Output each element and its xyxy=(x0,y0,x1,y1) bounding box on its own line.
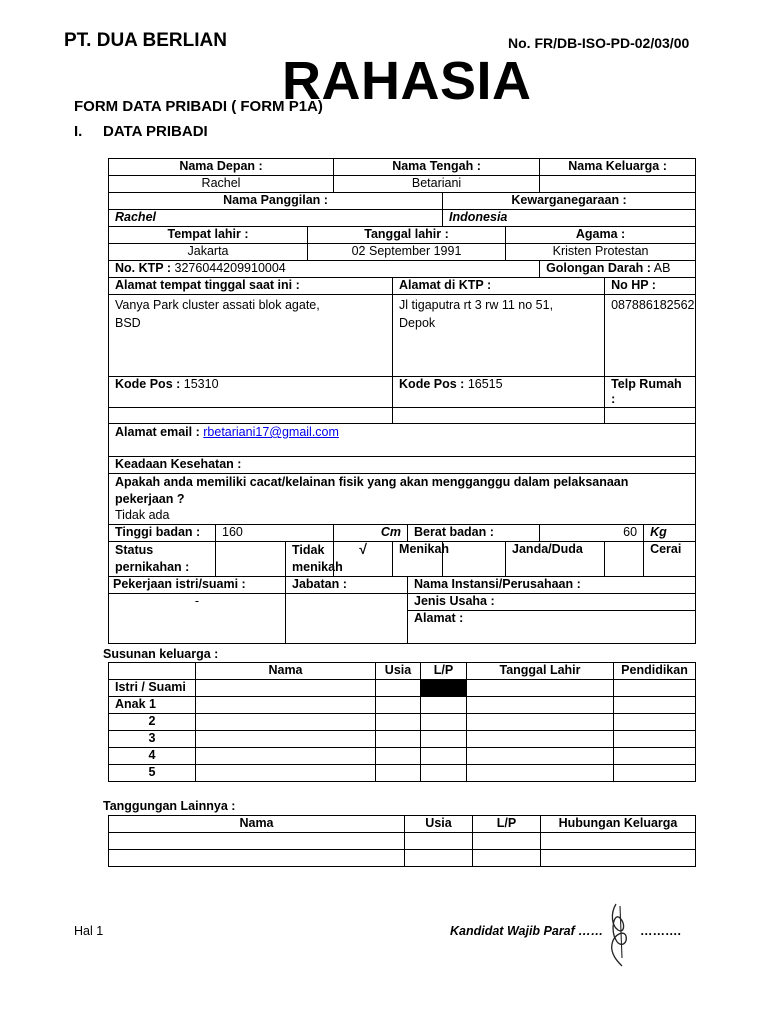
business-type-label: Jenis Usaha : xyxy=(408,593,696,610)
mobile-label: No HP : xyxy=(605,278,696,295)
divorced-option-label: Cerai xyxy=(644,541,696,576)
email-label: Alamat email : xyxy=(115,425,200,439)
height-unit: Cm xyxy=(334,524,408,541)
dependents-header-relation: Hubungan Keluarga xyxy=(541,816,696,833)
single-option-label xyxy=(286,541,343,576)
mobile-value[interactable]: 087886182562 xyxy=(605,295,696,377)
family-cell-birthdate[interactable] xyxy=(467,697,614,714)
dependents-cell-name[interactable] xyxy=(109,833,405,850)
family-header-sex: L/P xyxy=(421,663,467,680)
family-cell-age[interactable] xyxy=(376,714,421,731)
ktp-value: 3276044209910004 xyxy=(174,261,286,275)
family-cell-sex-shaded xyxy=(421,680,467,697)
widowed-checkbox[interactable] xyxy=(443,541,506,576)
marital-status-line1: Status xyxy=(115,542,154,557)
single-checkbox[interactable] xyxy=(216,541,286,576)
postal-code-1-label: Kode Pos : xyxy=(115,377,181,391)
family-cell-birthdate[interactable] xyxy=(467,680,614,697)
married-checkbox[interactable]: √ xyxy=(334,541,393,576)
dependents-cell-name[interactable] xyxy=(109,850,405,867)
height-label: Tinggi badan : xyxy=(109,524,216,541)
family-row-child-5 xyxy=(109,765,696,782)
candidate-initial-label: Kandidat Wajib Paraf …… xyxy=(450,924,604,938)
dependents-cell-sex[interactable] xyxy=(473,850,541,867)
company-name-label: Nama Instansi/Perusahaan : xyxy=(408,576,696,593)
initial-dots: ………. xyxy=(640,924,681,938)
blood-type-value: AB xyxy=(653,261,671,275)
dependents-header-age: Usia xyxy=(405,816,473,833)
family-cell-age[interactable] xyxy=(376,765,421,782)
email-link[interactable]: rbetariani17@gmail.com xyxy=(203,425,339,439)
signature-icon xyxy=(602,900,638,973)
ktp-address-line2: Depok xyxy=(399,316,436,330)
current-address-line1: Vanya Park cluster assati blok agate, xyxy=(115,298,320,312)
postal-code-2-cell[interactable] xyxy=(393,377,605,408)
page-number: Hal 1 xyxy=(74,924,104,938)
section-title: DATA PRIBADI xyxy=(103,123,208,140)
family-row-label: 5 xyxy=(109,765,196,782)
marital-status-line2: pernikahan : xyxy=(115,559,190,574)
religion-label: Agama : xyxy=(506,227,696,244)
family-header-birthdate: Tanggal Lahir xyxy=(467,663,614,680)
family-row-label: Istri / Suami xyxy=(109,680,196,697)
postal-code-1-blank[interactable] xyxy=(109,408,393,424)
disability-question-cell[interactable] xyxy=(109,474,696,525)
company-address-label: Alamat : xyxy=(408,610,696,643)
confidential-stamp: RAHASIA xyxy=(282,51,532,111)
family-cell-sex[interactable] xyxy=(421,697,467,714)
birthplace-value[interactable]: Jakarta xyxy=(109,244,308,261)
dependents-cell-age[interactable] xyxy=(405,833,473,850)
family-row-label: 2 xyxy=(109,714,196,731)
first-name-label: Nama Depan : xyxy=(109,159,334,176)
family-cell-sex[interactable] xyxy=(421,731,467,748)
family-cell-name[interactable] xyxy=(196,765,376,782)
family-cell-age[interactable] xyxy=(376,748,421,765)
postal-code-2-blank[interactable] xyxy=(393,408,605,424)
family-cell-name[interactable] xyxy=(196,697,376,714)
family-row-label: 4 xyxy=(109,748,196,765)
family-row-child-2 xyxy=(109,714,696,731)
ktp-address-label: Alamat di KTP : xyxy=(393,278,605,295)
married-option-label: Menikah xyxy=(393,541,443,576)
form-title: FORM DATA PRIBADI ( FORM P1A) xyxy=(74,98,323,115)
weight-unit: Kg xyxy=(644,524,696,541)
position-label: Jabatan : xyxy=(286,576,408,593)
nickname-value[interactable]: Rachel xyxy=(109,210,443,227)
blood-type-cell[interactable] xyxy=(540,261,696,278)
last-name-label: Nama Keluarga : xyxy=(540,159,696,176)
birthplace-label: Tempat lahir : xyxy=(109,227,308,244)
spouse-job-label: Pekerjaan istri/suami : xyxy=(109,576,286,593)
family-cell-age[interactable] xyxy=(376,731,421,748)
dependents-cell-relation[interactable] xyxy=(541,833,696,850)
family-header-education: Pendidikan xyxy=(614,663,696,680)
dependents-header-sex: L/P xyxy=(473,816,541,833)
current-address-value[interactable] xyxy=(109,295,393,377)
height-value[interactable]: 160 xyxy=(216,524,334,541)
family-header-age: Usia xyxy=(376,663,421,680)
company-name: PT. DUA BERLIAN xyxy=(64,30,227,51)
nickname-label: Nama Panggilan : xyxy=(109,193,443,210)
disability-answer: Tidak ada xyxy=(115,508,170,522)
weight-label: Berat badan : xyxy=(408,524,540,541)
postal-code-1-cell[interactable] xyxy=(109,377,393,408)
current-address-label: Alamat tempat tinggal saat ini : xyxy=(109,278,393,295)
first-name-value[interactable]: Rachel xyxy=(109,176,334,193)
dependents-table-label: Tanggungan Lainnya : xyxy=(103,799,236,813)
family-cell-birthdate[interactable] xyxy=(467,731,614,748)
family-cell-sex[interactable] xyxy=(421,714,467,731)
family-cell-birthdate[interactable] xyxy=(467,714,614,731)
personal-data-table xyxy=(108,158,696,644)
nationality-value[interactable]: Indonesia xyxy=(443,210,696,227)
family-row-child-1 xyxy=(109,697,696,714)
postal-code-2-value: 16515 xyxy=(467,377,503,391)
ktp-label: No. KTP : xyxy=(115,261,172,275)
birthdate-value[interactable]: 02 September 1991 xyxy=(308,244,506,261)
family-cell-sex[interactable] xyxy=(421,748,467,765)
family-cell-name[interactable] xyxy=(196,748,376,765)
family-row-child-3 xyxy=(109,731,696,748)
document-number: No. FR/DB-ISO-PD-02/03/00 xyxy=(508,35,690,51)
dependents-cell-age[interactable] xyxy=(405,850,473,867)
religion-value[interactable]: Kristen Protestan xyxy=(506,244,696,261)
middle-name-value[interactable]: Betariani xyxy=(334,176,540,193)
marital-status-label xyxy=(109,541,216,576)
disability-question-line1: Apakah anda memiliki cacat/kelainan fisik yang akan mengganggu dalam pelaksanaan xyxy=(115,475,629,489)
ktp-address-line1: Jl tigaputra rt 3 rw 11 no 51, xyxy=(399,298,554,312)
ktp-cell[interactable] xyxy=(109,261,540,278)
weight-value[interactable]: 60 xyxy=(540,524,644,541)
last-name-value[interactable] xyxy=(540,176,696,193)
divorced-checkbox[interactable] xyxy=(605,541,644,576)
family-cell-education[interactable] xyxy=(614,748,696,765)
dependents-table xyxy=(108,815,696,867)
postal-code-1-value: 15310 xyxy=(183,377,219,391)
section-number: I. xyxy=(74,123,83,140)
single-option-line1: Tidak xyxy=(292,542,325,557)
widowed-option-label: Janda/Duda xyxy=(506,541,605,576)
family-cell-birthdate[interactable] xyxy=(467,748,614,765)
single-option-line2: menikah xyxy=(292,559,343,574)
family-table xyxy=(108,662,696,782)
dependents-cell-relation[interactable] xyxy=(541,850,696,867)
family-cell-name[interactable] xyxy=(196,714,376,731)
spouse-job-value[interactable]: - xyxy=(109,593,286,643)
position-value[interactable] xyxy=(286,593,408,643)
disability-question-line2: pekerjaan ? xyxy=(115,491,185,506)
family-cell-age[interactable] xyxy=(376,697,421,714)
family-cell-name[interactable] xyxy=(196,731,376,748)
dependents-row xyxy=(109,850,696,867)
family-header-blank xyxy=(109,663,196,680)
family-cell-birthdate[interactable] xyxy=(467,765,614,782)
family-row-label: Anak 1 xyxy=(109,697,196,714)
postal-code-2-label: Kode Pos : xyxy=(399,377,465,391)
family-row-label: 3 xyxy=(109,731,196,748)
family-cell-education[interactable] xyxy=(614,714,696,731)
family-header-row xyxy=(109,663,696,680)
middle-name-label: Nama Tengah : xyxy=(334,159,540,176)
health-label: Keadaan Kesehatan : xyxy=(109,457,696,474)
family-cell-education[interactable] xyxy=(614,697,696,714)
dependents-header-name: Nama xyxy=(109,816,405,833)
blood-type-label: Golongan Darah : xyxy=(546,261,651,275)
dependents-header-row xyxy=(109,816,696,833)
family-row-spouse xyxy=(109,680,696,697)
family-cell-age[interactable] xyxy=(376,680,421,697)
email-cell[interactable] xyxy=(109,424,696,457)
family-row-child-4 xyxy=(109,748,696,765)
family-table-label: Susunan keluarga : xyxy=(103,647,219,661)
family-cell-sex[interactable] xyxy=(421,765,467,782)
family-header-name: Nama xyxy=(196,663,376,680)
birthdate-label: Tanggal lahir : xyxy=(308,227,506,244)
nationality-label: Kewarganegaraan : xyxy=(443,193,696,210)
dependents-cell-sex[interactable] xyxy=(473,833,541,850)
family-cell-education[interactable] xyxy=(614,765,696,782)
ktp-address-value[interactable] xyxy=(393,295,605,377)
family-cell-name[interactable] xyxy=(196,680,376,697)
home-phone-value[interactable] xyxy=(605,408,696,424)
current-address-line2: BSD xyxy=(115,316,141,330)
dependents-row xyxy=(109,833,696,850)
family-cell-education[interactable] xyxy=(614,731,696,748)
family-cell-education[interactable] xyxy=(614,680,696,697)
home-phone-label: Telp Rumah : xyxy=(605,377,696,408)
